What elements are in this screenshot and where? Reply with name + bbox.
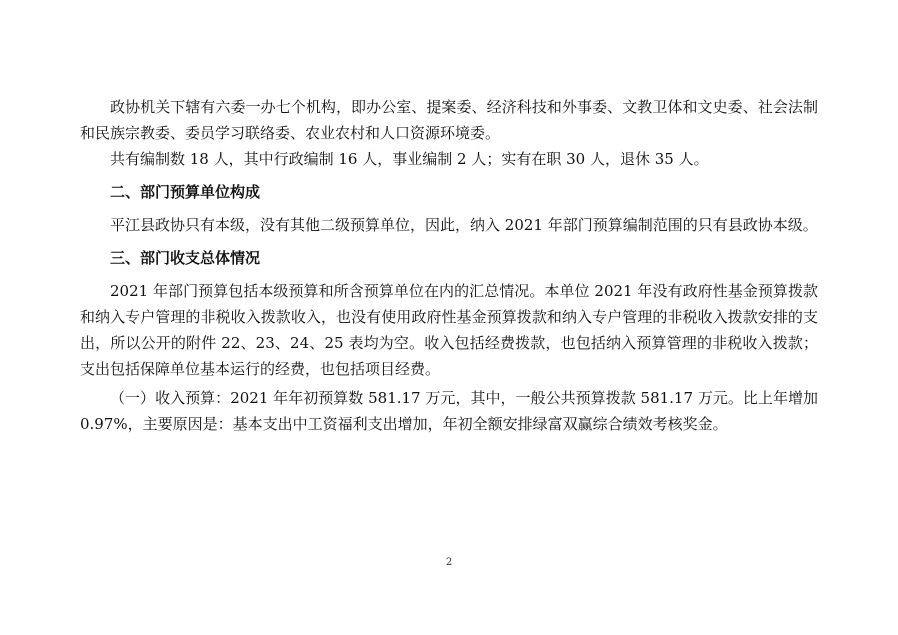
document-body [80,94,818,437]
paragraph-institutions: 政协机关下辖有六委一办七个机构，即办公室、提案委、经济科技和外事委、文教卫体和文史委、社会法制和民族宗教委、委员学习联络委、农业农村和人口资源环境委。 [80,98,818,142]
paragraph-staffing: 共有编制数 18 人，其中行政编制 16 人，事业编制 2 人；实有在职 30 人，退休 35 人。 [110,150,709,168]
paragraph-budget-summary: 2021 年部门预算包括本级预算和所含预算单位在内的汇总情况。本单位 2021 年没有政府性基金预算拨款和纳入专户管理的非税收入拨款收入，也没有使用政府性基金预算拨款和纳入专户管理的非税收入拨款安排的支出，所以公开的附件 22、23、24、25 表均为空。收入包括经费拨款，也包括纳入预算管理的非税收入拨款；支出包括保障单位基本运行的经费，也包括项目经费。 [80,282,818,378]
page-number: 2 [445,557,453,568]
paragraph-budget-units: 平江县政协只有本级，没有其他二级预算单位，因此，纳入 2021 年部门预算编制范围的只有县政协本级。 [110,216,818,234]
section-heading-budget-units: 二、部门预算单位构成 [110,183,261,201]
section-heading-income-expenditure: 三、部门收支总体情况 [110,249,261,267]
paragraph-income-budget: （一）收入预算：2021 年年初预算数 581.17 万元，其中，一般公共预算拨款 581.17 万元。比上年增加 0.97%，主要原因是：基本支出中工资福利支出增加，年初全额安排绿富双赢综合绩效考核奖金。 [80,389,818,433]
